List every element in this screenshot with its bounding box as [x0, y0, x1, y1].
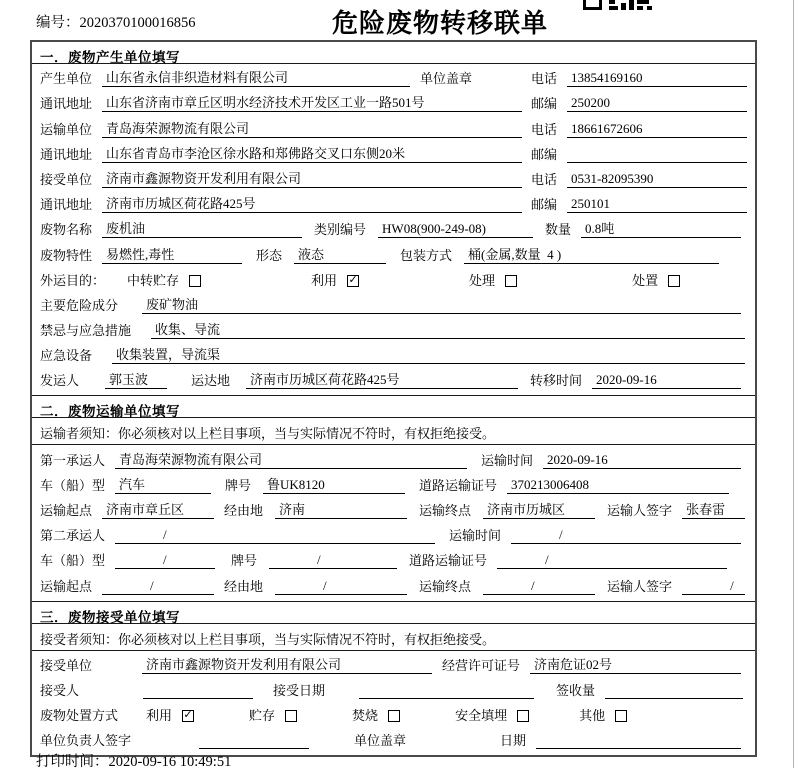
field-label: 贮存: [249, 708, 276, 724]
field-label: 邮编: [530, 96, 557, 112]
field-value: 250101: [567, 196, 747, 213]
print-time-label: 打印时间：: [36, 754, 109, 770]
field-value: 济南市鑫源物资开发利用有限公司: [102, 171, 522, 188]
field-value: /: [275, 578, 407, 595]
field-label: 车（船）型: [40, 553, 106, 569]
field-label: 包装方式: [400, 247, 453, 263]
page-title: 危险废物转移联单: [331, 9, 549, 38]
field-label: 经营许可证号: [442, 657, 521, 673]
field-label: 废物特性: [40, 247, 93, 263]
field-value: 张春雷: [682, 502, 745, 519]
field-label: 经由地: [224, 503, 264, 518]
field-value: /: [115, 527, 435, 544]
field-label: 处置: [632, 272, 659, 288]
section-3-body: [32, 651, 755, 756]
field-label: 运达地: [191, 373, 231, 389]
field-value: 济南危证02号: [530, 657, 741, 674]
field-label: 电话: [530, 71, 557, 87]
field-value: 0531-82095390: [567, 171, 747, 188]
field-value: 青岛海荣源物流有限公司: [102, 121, 522, 138]
field-label: 处理: [469, 272, 496, 288]
field-label: 通讯地址: [40, 146, 93, 162]
form-row: [32, 447, 755, 472]
field-label: 外运目的：: [40, 272, 106, 288]
field-value: 汽车: [115, 477, 211, 494]
field-value: 废机油: [102, 221, 302, 238]
field-label: 废物处置方式: [40, 708, 119, 724]
form-row: [32, 242, 755, 267]
field-label: 通讯地址: [40, 96, 93, 112]
checkbox-unchecked: [517, 710, 529, 722]
form-row: [32, 217, 755, 242]
field-label: 其他: [579, 708, 606, 724]
field-label: 车（船）型: [40, 477, 106, 493]
serial-label: 编号：: [36, 15, 80, 31]
field-value: [143, 682, 253, 699]
serial-number: [36, 11, 196, 32]
form-row: [32, 293, 755, 318]
field-value: 2020-09-16: [543, 452, 741, 469]
form-row: [32, 343, 755, 368]
field-value: 收集、导流: [151, 322, 745, 339]
field-value: [359, 682, 534, 699]
checkbox-unchecked: [189, 275, 201, 287]
form-row: [32, 653, 755, 678]
field-label: 邮编: [530, 197, 557, 213]
field-label: 接受单位: [40, 171, 93, 187]
field-value: [605, 682, 743, 699]
field-label: 运输起点: [40, 503, 93, 518]
field-value: /: [115, 552, 215, 569]
section-1-body: [32, 64, 755, 395]
field-label: 签收量: [556, 682, 596, 698]
field-label: 运输终点: [419, 503, 472, 518]
field-value: 山东省青岛市李沧区徐水路和郑佛路交叉口东侧20米: [102, 146, 522, 163]
field-label: 废物名称: [40, 222, 93, 238]
field-value: 青岛海荣源物流有限公司: [115, 452, 467, 469]
field-label: 利用: [311, 272, 338, 288]
field-label: 第一承运人: [40, 452, 106, 468]
transfer-form: [30, 40, 757, 757]
field-value: 0.8吨: [581, 221, 741, 238]
form-row: [32, 66, 755, 91]
form-row: [32, 91, 755, 116]
form-row: [32, 473, 755, 498]
field-label: 类别编号: [314, 222, 367, 238]
field-label: 接受人: [40, 682, 80, 698]
field-value: 郭玉波: [105, 372, 167, 389]
section-1-header: 一．废物产生单位填写: [32, 42, 755, 64]
field-value: HW08(900-249-08): [378, 221, 533, 238]
field-value: 济南市历城区荷花路425号: [246, 372, 518, 389]
field-value: /: [511, 527, 741, 544]
checkbox-unchecked: [668, 275, 680, 287]
form-row: [32, 268, 755, 293]
form-row: [32, 523, 755, 548]
field-label: 发运人: [40, 373, 80, 389]
field-value: /: [682, 578, 745, 595]
field-label: 产生单位: [40, 71, 93, 87]
field-value: 收集装置，导流渠: [112, 347, 745, 364]
field-value: 济南市章丘区: [102, 502, 214, 519]
checkbox-checked: ✓: [348, 273, 358, 286]
field-value: 山东省济南市章丘区明水经济技术开发区工业一路501号: [102, 95, 522, 112]
field-value: 13854169160: [567, 70, 747, 87]
field-value: /: [102, 578, 214, 595]
field-label: 单位负责人签字: [40, 733, 132, 749]
field-value: 济南市历城区: [483, 502, 595, 519]
field-value: [536, 732, 741, 749]
field-value: 鲁UK8120: [263, 477, 405, 494]
section-2-body: [32, 445, 755, 600]
form-row: [32, 116, 755, 141]
receiver-notice: 接受者须知：你必须核对以上栏目事项，当与实际情况不符时，有权拒绝接受。: [32, 624, 755, 651]
form-row: [32, 573, 755, 598]
qr-code-fragment: [583, 0, 653, 11]
form-row: [32, 368, 755, 393]
page-edge-line: [793, 0, 794, 768]
form-row: [32, 498, 755, 523]
field-value: 18661672606: [567, 121, 747, 138]
field-label: 形态: [256, 247, 283, 263]
form-row: [32, 548, 755, 573]
field-label: 运输时间: [481, 452, 534, 468]
checkbox-unchecked: [505, 275, 517, 287]
form-row: [32, 142, 755, 167]
field-value: 桶(金属,数量 4 ): [464, 247, 719, 264]
field-label: 单位盖章: [420, 71, 473, 87]
field-value: 废矿物油: [142, 297, 741, 314]
field-label: 运输起点: [40, 578, 93, 594]
checkbox-unchecked: [285, 710, 297, 722]
field-label: 运输时间: [449, 528, 502, 544]
field-value: 易燃性,毒性: [102, 247, 242, 264]
field-value: 液态: [294, 247, 386, 264]
field-label: 运输单位: [40, 121, 93, 137]
checkbox-unchecked: [615, 710, 627, 722]
transporter-notice: 运输者须知：你必须核对以上栏目事项，当与实际情况不符时，有权拒绝接受。: [32, 418, 755, 445]
field-label: 接受单位: [40, 657, 93, 673]
field-value: /: [483, 578, 595, 595]
checkbox-checked: ✓: [183, 709, 193, 722]
field-label: 日期: [499, 733, 526, 749]
field-value: 2020-09-16: [592, 372, 741, 389]
field-label: 通讯地址: [40, 197, 93, 213]
field-label: 道路运输证号: [419, 477, 498, 493]
field-value: [199, 732, 309, 749]
field-label: 运输人签字: [607, 578, 673, 594]
field-label: 应急设备: [40, 348, 93, 364]
field-value: 济南市鑫源物资开发利用有限公司: [142, 657, 432, 674]
field-label: 电话: [530, 121, 557, 137]
field-value: 山东省永信非织造材料有限公司: [102, 70, 410, 87]
form-row: [32, 678, 755, 703]
field-value: 济南市历城区荷花路425号: [102, 196, 522, 213]
print-time-value: 2020-09-16 10:49:51: [108, 754, 232, 770]
field-value: [567, 146, 747, 163]
field-label: 电话: [530, 171, 557, 187]
field-label: 运输人签字: [607, 503, 673, 518]
field-label: 邮编: [530, 146, 557, 162]
field-value: /: [269, 552, 397, 569]
field-value: 济南: [275, 502, 407, 519]
serial-value: 2020370100016856: [79, 15, 196, 31]
field-label: 第二承运人: [40, 528, 106, 544]
field-label: 焚烧: [352, 708, 379, 724]
field-label: 安全填埋: [455, 708, 508, 724]
field-label: 接受日期: [273, 682, 326, 698]
checkbox-unchecked: [388, 710, 400, 722]
field-value: 250200: [567, 95, 747, 112]
field-label: 经由地: [224, 578, 264, 594]
field-label: 道路运输证号: [409, 553, 488, 569]
field-label: 利用: [146, 708, 173, 724]
form-row: [32, 318, 755, 343]
field-label: 单位盖章: [354, 733, 407, 749]
field-label: 禁忌与应急措施: [40, 323, 132, 339]
field-label: 主要危险成分: [40, 297, 119, 313]
field-label: 数量: [545, 222, 572, 238]
field-label: 牌号: [231, 553, 258, 569]
section-2-header: 二．废物运输单位填写: [32, 395, 755, 418]
form-row: [32, 192, 755, 217]
field-value: /: [497, 552, 727, 569]
field-label: 转移时间: [530, 373, 583, 389]
section-3-header: 三．废物接受单位填写: [32, 601, 755, 624]
field-label: 牌号: [225, 477, 252, 493]
form-row: [32, 703, 755, 728]
field-value: 370213006408: [507, 477, 729, 494]
form-row: [32, 167, 755, 192]
field-label: 运输终点: [419, 578, 472, 594]
field-label: 中转贮存: [127, 272, 180, 288]
